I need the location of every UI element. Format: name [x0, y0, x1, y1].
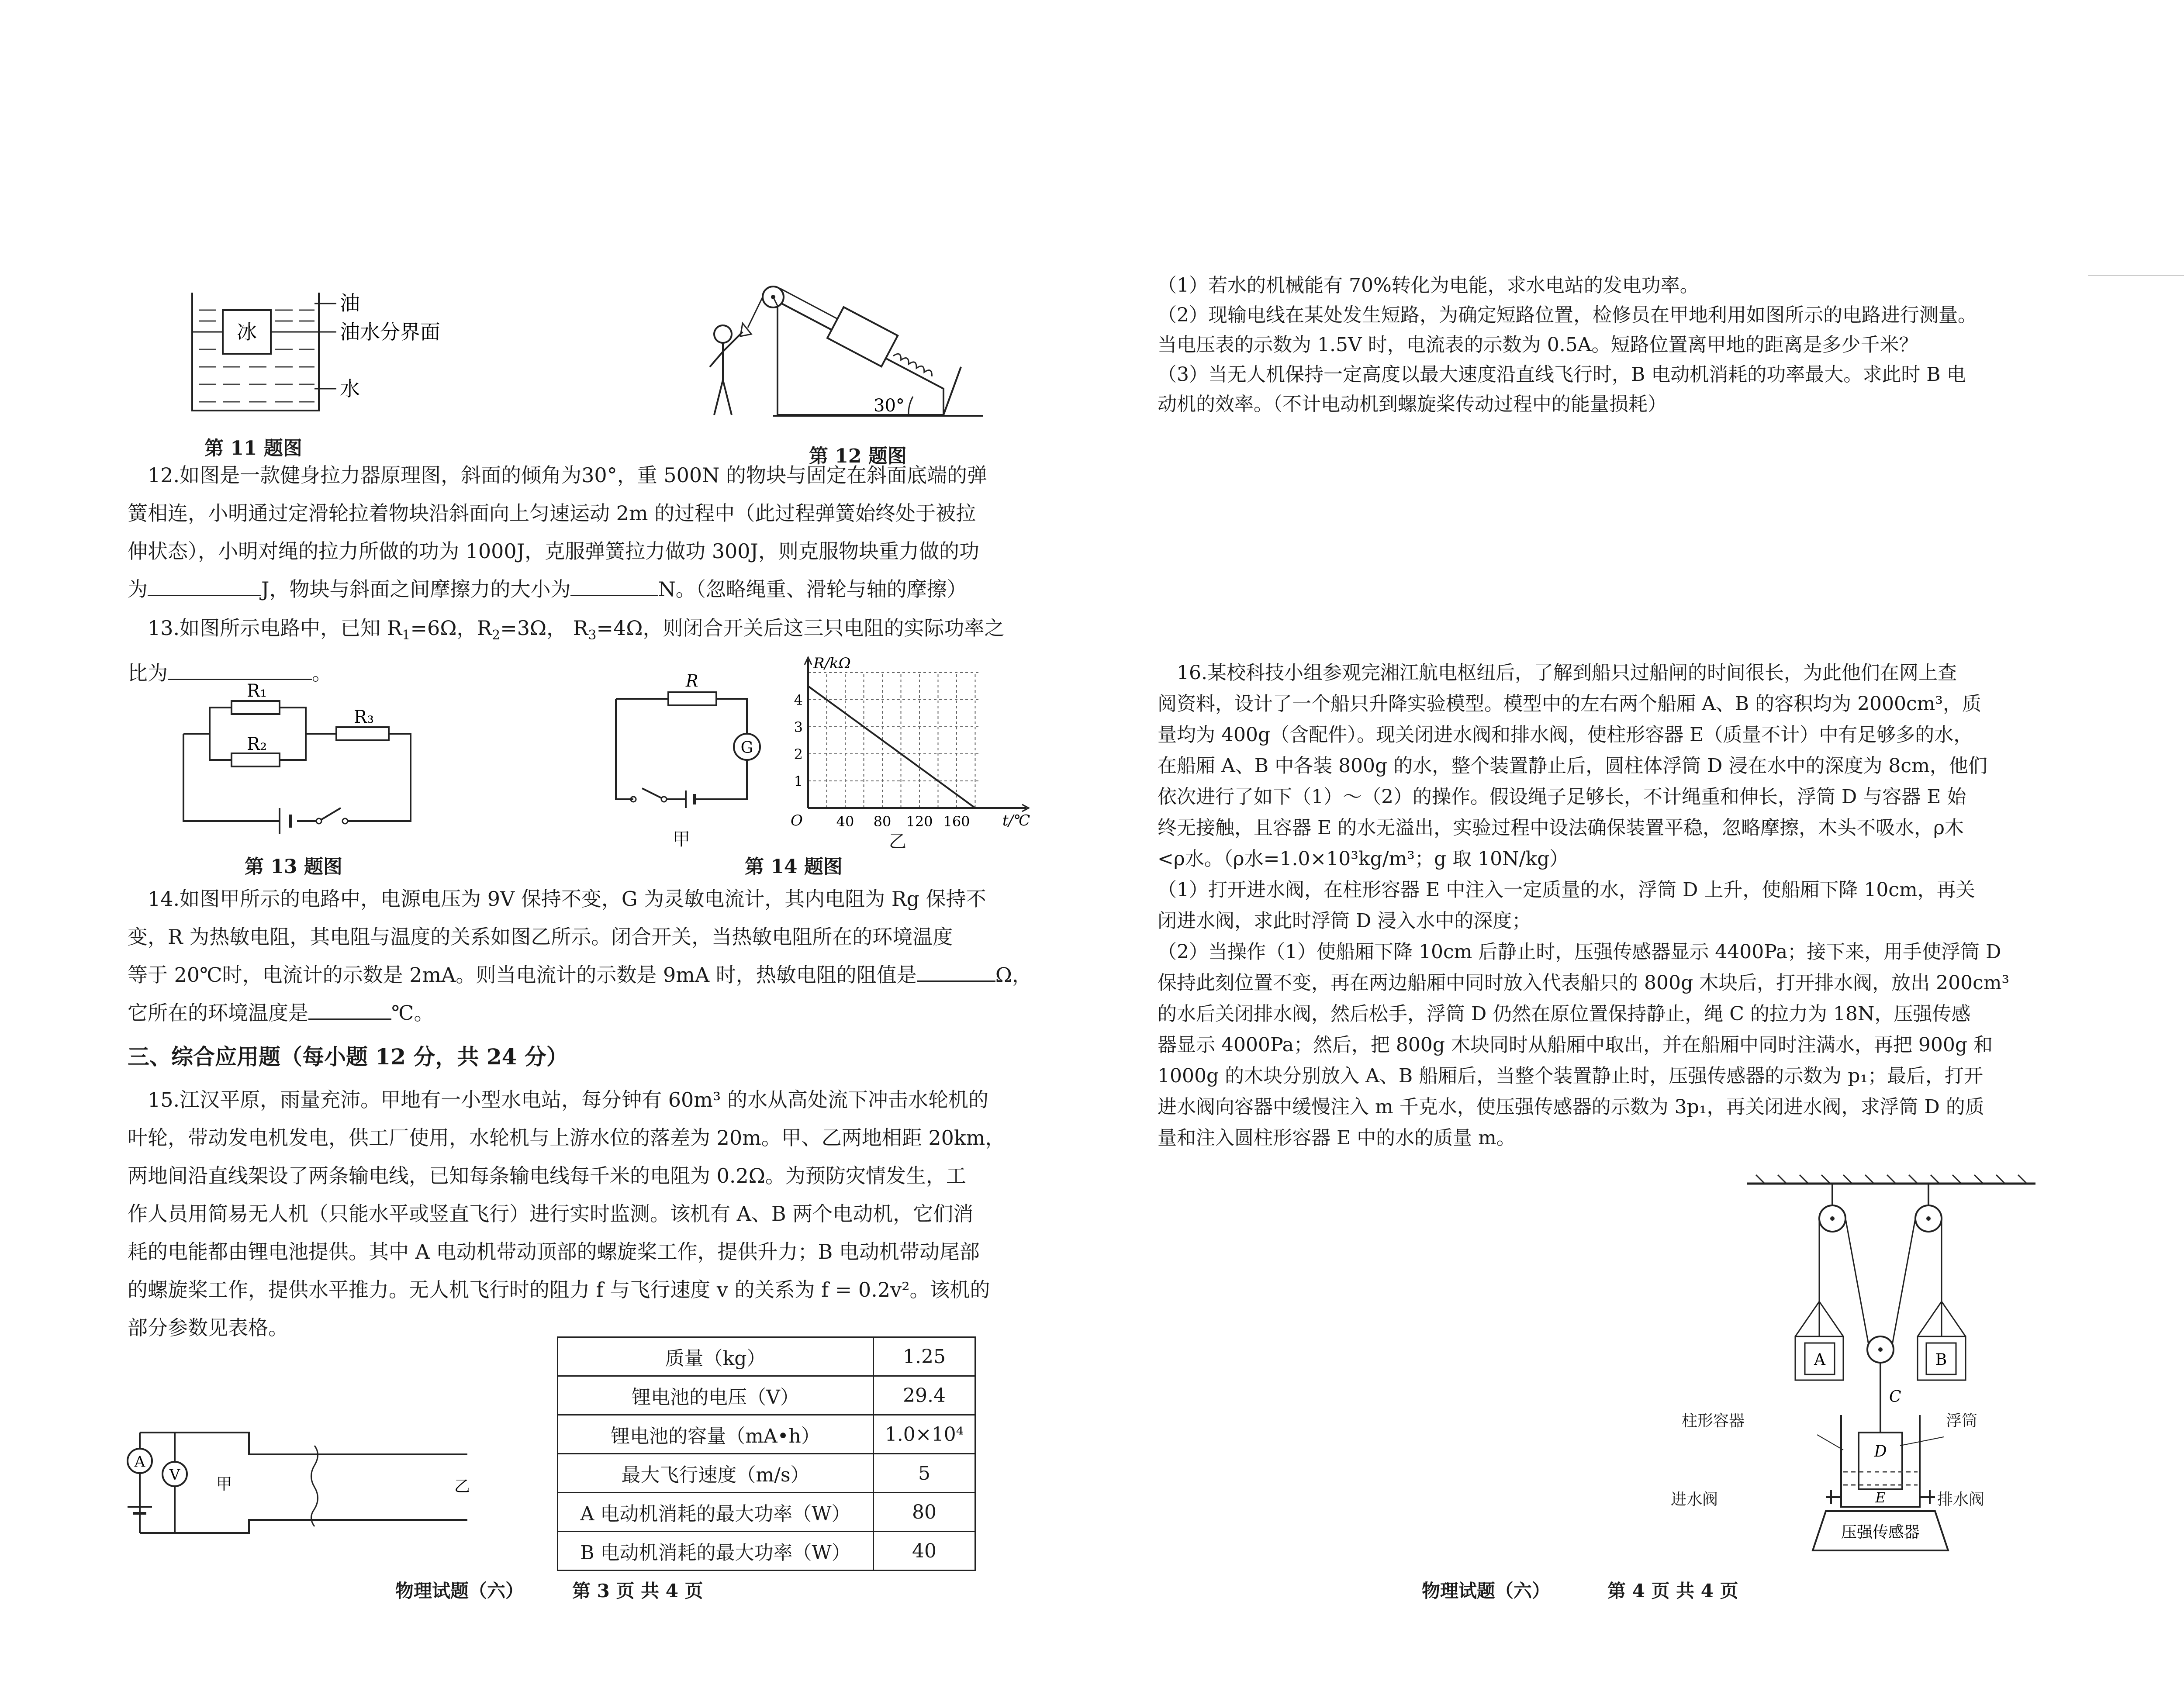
y-tick-label: 1 [794, 773, 803, 790]
q15-part-line: （2）现输电线在某处发生短路，为确定短路位置，检修员在甲地利用如图所示的电路进行测量。 [1158, 304, 1977, 326]
q16-line: （1）打开进水阀，在柱形容器 E 中注入一定质量的水，浮筒 D 上升，使船厢下降 10cm，再关 [1158, 879, 1975, 901]
q13-text: 比为 [128, 661, 168, 685]
table-cell: 40 [874, 1532, 975, 1571]
table-row [558, 1454, 975, 1493]
q13-text: 13.如图所示电路中，已知 R [148, 616, 402, 640]
voltmeter-label: V [169, 1466, 180, 1484]
q16-line: <ρ水。（ρ水=1.0×10³kg/m³；g 取 10N/kg） [1158, 848, 1569, 870]
q15-line: 耗的电能都由锂电池提供。其中 A 电动机带动顶部的螺旋桨工作，提供升力；B 电动机带动尾部 [128, 1240, 980, 1264]
x-tick-label: 120 [906, 813, 933, 830]
table-cell: B 电动机消耗的最大功率（W） [558, 1532, 874, 1571]
q16-line: 量均为 400g（含配件）。现关闭进水阀和排水阀，使柱形容器 E（质量不计）中有足够多的水， [1158, 724, 1973, 746]
q13-sub: 3 [588, 628, 597, 643]
table-row [558, 1337, 975, 1376]
galvanometer-label: G [740, 739, 753, 757]
q15-line: 叶轮，带动发电机发电，供工厂使用，水轮机与上游水位的落差为 20m。甲、乙两地相距 20km， [128, 1126, 1006, 1150]
ice-label: 冰 [237, 320, 257, 344]
graph-xlabel: t/℃ [1002, 812, 1030, 829]
q15-part-line: 当电压表的示数为 1.5V 时，电流表的示数为 0.5A。短路位置离甲地的距离是多少千米？ [1158, 334, 1918, 356]
q15-line: 部分参数见表格。 [128, 1316, 288, 1340]
question-14 [128, 880, 1032, 1032]
oil-label: 油 [340, 291, 360, 315]
float-label: 浮筒 [1946, 1412, 1978, 1430]
water-label: 水 [340, 377, 360, 400]
thermistor-label: R [686, 673, 698, 690]
question-15-parts [1158, 271, 2075, 419]
answer-blank[interactable] [917, 963, 995, 982]
scan-rule [2088, 275, 2184, 276]
q16-line: 阅资料，设计了一个船只升降实验模型。模型中的左右两个船厢 A、B 的容积均为 2000cm³，质 [1158, 693, 1982, 715]
figure-14-circuit [607, 673, 769, 856]
section-3-heading: 三、综合应用题（每小题 12 分，共 24 分） [128, 1044, 568, 1070]
ammeter-label: A [134, 1453, 145, 1471]
q16-line: 终无接触，且容器 E 的水无溢出，实验过程中设法确保装置平稳，忽略摩擦，木头不吸水，ρ木 [1158, 817, 1964, 839]
q12-line: 簧相连，小明通过定滑轮拉着物块沿斜面向上匀速运动 2m 的过程中（此过程弹簧始终处于被拉 [128, 501, 976, 525]
y-tick-label: 2 [794, 746, 803, 763]
answer-blank[interactable] [148, 577, 261, 596]
q15-line: 两地间沿直线架设了两条输电线，已知每条输电线每千米的电阻为 0.2Ω。为预防灾情发生，工 [128, 1164, 966, 1188]
answer-blank[interactable] [570, 577, 658, 596]
circuit-jia-label: 甲 [673, 829, 690, 849]
q16-line: 的水后关闭排水阀，然后松手，浮筒 D 仍然在原位置保持静止，绳 C 的拉力为 18N，压强传感 [1158, 1003, 1971, 1025]
graph-origin: O [791, 812, 803, 829]
figure-12-caption: 第 12 题图 [809, 445, 907, 467]
table-row [558, 1376, 975, 1415]
table-cell: A 电动机消耗的最大功率（W） [558, 1493, 874, 1532]
q14-text: 它所在的环境温度是 [128, 1001, 308, 1025]
table-cell: 1.25 [874, 1337, 975, 1376]
cabin-b-label: B [1935, 1351, 1947, 1369]
figure-11-ice-in-oil-water [175, 280, 507, 424]
sensor-label: 压强传感器 [1841, 1523, 1920, 1541]
resistance-temperature-line [808, 686, 975, 808]
drone-spec-table [557, 1336, 976, 1571]
table-cell: 锂电池的容量（mA•h） [558, 1415, 874, 1454]
q16-line: 1000g 的木块分别放入 A、B 船厢后，当整个装置静止时，压强传感器的示数为 p₁；最后，打开 [1158, 1065, 1983, 1087]
x-tick-label: 40 [836, 813, 854, 830]
table-row [558, 1415, 975, 1454]
graph-yi-label: 乙 [889, 832, 906, 852]
exam-page-4 [1158, 0, 2184, 1702]
table-cell: 锂电池的电压（V） [558, 1376, 874, 1415]
figure-12-incline-pulley [699, 275, 996, 428]
q16-line: 进水阀向容器中缓慢注入 m 千克水，使压强传感器的示数为 3p₁，再关闭进水阀，求浮筒 D 的质 [1158, 1096, 1984, 1118]
q16-line: 保持此刻位置不变，再在两边船厢中同时放入代表船只的 800g 木块后，打开排水阀，放出 200cm³ [1158, 972, 2010, 994]
q12-line: 12.如图是一款健身拉力器原理图，斜面的倾角为30°，重 500N 的物块与固定在斜面底端的弹 [148, 463, 987, 487]
table-cell: 80 [874, 1493, 975, 1532]
q13-text: 。 [312, 661, 332, 685]
r2-label: R₂ [247, 734, 267, 754]
q16-line: 器显示 4000Pa；然后，把 800g 木块同时从船厢中取出，并在船厢中同时注满水，再把 900g 和 [1158, 1034, 1993, 1056]
cabin-a-label: A [1814, 1351, 1825, 1369]
float-d-label: D [1874, 1443, 1887, 1460]
location-yi-label: 乙 [454, 1478, 470, 1495]
q13-sub: 2 [492, 628, 501, 643]
answer-blank[interactable] [168, 661, 312, 680]
footer-title: 物理试题（六） [395, 1580, 524, 1602]
table-cell: 5 [874, 1454, 975, 1493]
question-16 [1158, 657, 2075, 1153]
answer-blank[interactable] [308, 1001, 391, 1020]
y-tick-label: 3 [794, 719, 803, 735]
q12-line: 伸状态），小明对绳的拉力所做的功为 1000J，克服弹簧拉力做功 300J，则克服物块重力做的功 [128, 539, 979, 563]
q15-line: 作人员用简易无人机（只能水平或竖直飞行）进行实时监测。该机有 A、B 两个电动机，它们消 [128, 1202, 974, 1226]
q14-text: Ω， [995, 963, 1032, 987]
rope-c-label: C [1889, 1388, 1901, 1406]
q14-line: 等于 20℃时，电流计的示数是 2mA。则当电流计的示数是 9mA 时，热敏电阻的阻值是 [128, 963, 917, 987]
q13-text: =3Ω， R [500, 616, 588, 640]
q16-line: 闭进水阀，求此时浮筒 D 浸入水中的深度； [1158, 910, 1531, 932]
q15-part-line: （1）若水的机械能有 70%转化为电能，求水电站的发电功率。 [1158, 274, 1699, 297]
q12-text: J，物块与斜面之间摩擦力的大小为 [261, 577, 571, 601]
q13-text: =4Ω，则闭合开关后这三只电阻的实际功率之 [596, 616, 1005, 640]
question-15 [128, 1081, 1023, 1347]
q16-line: 16.某校科技小组参观完湘江航电枢纽后，了解到船只过船闸的时间很长，为此他们在网上查 [1177, 662, 1957, 684]
footer-page-number: 第 3 页 共 4 页 [572, 1580, 703, 1602]
table-cell: 1.0×10⁴ [874, 1415, 975, 1454]
question-12 [128, 456, 1023, 608]
angle-label: 30° [874, 396, 905, 416]
x-tick-label: 80 [873, 813, 892, 830]
outlet-valve-label: 排水阀 [1937, 1491, 1985, 1509]
figure-14-caption: 第 14 题图 [745, 856, 843, 878]
q12-text: N。（忽略绳重、滑轮与轴的摩擦） [658, 577, 967, 601]
q15-line: 的螺旋桨工作，提供水平推力。无人机飞行时的阻力 f 与飞行速度 v 的关系为 f = 0.2v²。该机的 [128, 1278, 990, 1302]
q16-line: 依次进行了如下（1）～（2）的操作。假设绳子足够长，不计绳重和伸长，浮筒 D 与容器 E 始 [1158, 786, 1966, 808]
figure-15-transmission-circuit [118, 1419, 476, 1550]
q13-sub: 1 [402, 628, 411, 643]
q14-line: 变，R 为热敏电阻，其电阻与温度的关系如图乙所示。闭合开关，当热敏电阻所在的环境温度 [128, 925, 953, 949]
x-tick-label: 160 [943, 813, 970, 830]
container-e-label: E [1875, 1489, 1886, 1506]
q12-text: 为 [128, 577, 148, 601]
table-row [558, 1532, 975, 1571]
graph-ylabel: R/kΩ [813, 655, 851, 672]
table-cell: 29.4 [874, 1376, 975, 1415]
table-cell: 质量（kg） [558, 1337, 874, 1376]
q15-part-line: （3）当无人机保持一定高度以最大速度沿直线飞行时，B 电动机消耗的功率最大。求此时 B 电 [1158, 363, 1966, 386]
table-cell: 最大飞行速度（m/s） [558, 1454, 874, 1493]
q14-line: 14.如图甲所示的电路中，电源电压为 9V 保持不变，G 为灵敏电流计，其内电阻为 Rg 保持不 [148, 887, 986, 911]
inlet-valve-label: 进水阀 [1671, 1491, 1718, 1509]
y-tick-label: 4 [794, 692, 803, 708]
q14-text: ℃。 [391, 1001, 434, 1025]
q15-part-line: 动机的效率。（不计电动机到螺旋桨传动过程中的能量损耗） [1158, 393, 1667, 415]
q13-text: =6Ω，R [410, 616, 492, 640]
footer-page-number: 第 4 页 共 4 页 [1607, 1580, 1738, 1602]
q16-line: （2）当操作（1）使船厢下降 10cm 后静止时，压强传感器显示 4400Pa；接下来，用手使浮筒 D [1158, 941, 2001, 963]
figure-11-caption: 第 11 题图 [204, 437, 302, 459]
figure-13-circuit [175, 681, 419, 839]
r3-label: R₃ [354, 707, 374, 727]
figure-13-caption: 第 13 题图 [245, 856, 342, 878]
q16-line: 量和注入圆柱形容器 E 中的水的质量 m。 [1158, 1127, 1516, 1149]
q15-line: 15.江汉平原，雨量充沛。甲地有一小型水电站，每分钟有 60m³ 的水从高处流下冲击水轮机的 [148, 1088, 988, 1112]
figure-16-ship-lift-model [1738, 1170, 2044, 1564]
table-row [558, 1493, 975, 1532]
figure-14-graph [782, 651, 1035, 847]
interface-label: 油水分界面 [340, 320, 440, 344]
r1-label: R₁ [247, 681, 267, 701]
location-jia-label: 甲 [216, 1475, 232, 1493]
footer-title: 物理试题（六） [1422, 1580, 1551, 1602]
q16-line: 在船厢 A、B 中各装 800g 的水，整个装置静止后，圆柱体浮筒 D 浸在水中的深度为 8cm，他们 [1158, 755, 1987, 777]
container-label: 柱形容器 [1682, 1412, 1745, 1430]
